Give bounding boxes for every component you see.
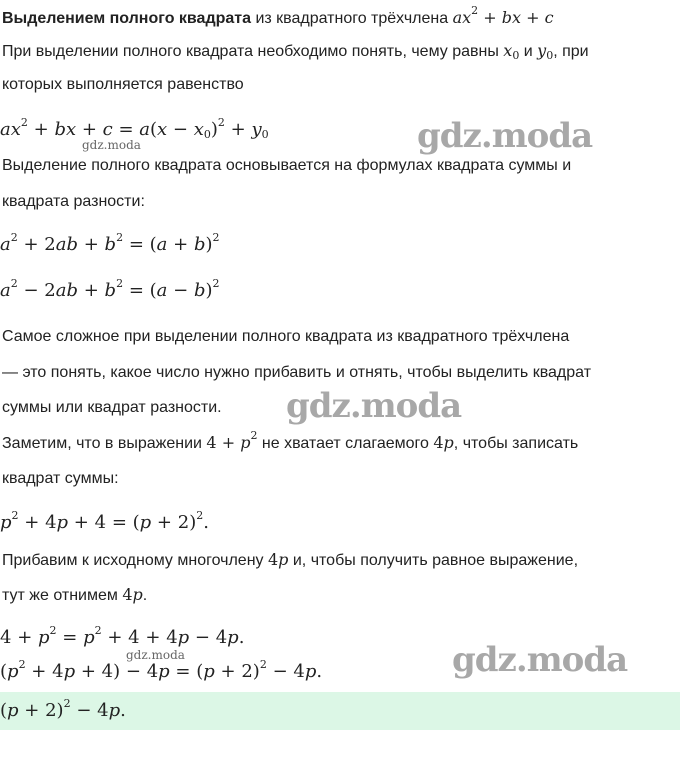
hard-line-2: — это понять, какое число нужно прибавить и отнять, чтобы выделить квадрат xyxy=(2,364,592,381)
step-1-formula: $4 + p^2 = p^2 + 4 + 4p - 4p$. xyxy=(0,624,245,648)
expr-4p: 4p xyxy=(433,433,454,452)
vertex-form-formula: $ax^2$ + bx + $c = a(x - x_0)^2 + y_0$ xyxy=(0,116,269,141)
add-text-2: и, чтобы получить равное выражение, xyxy=(288,552,579,569)
intro-bold: Выделением полного квадрата xyxy=(2,10,251,27)
watermark-small: gdz.moda xyxy=(82,138,141,152)
notice-line xyxy=(2,429,579,454)
notice-text-2: не хватает слагаемого xyxy=(257,435,434,452)
question-line xyxy=(2,41,589,62)
hard-line-3: суммы или квадрат разности. xyxy=(2,399,222,416)
intro-line xyxy=(2,4,554,29)
watermark: gdz.moda xyxy=(417,116,593,156)
equality-intro: которых выполняется равенство xyxy=(2,76,244,93)
subtract-dot: . xyxy=(142,587,148,604)
subtract-text: тут же отнимем xyxy=(2,587,123,604)
difference-square-formula: $a^2 - 2ab + b^2 = (a - b)^2$ xyxy=(0,277,220,301)
expr-4p-add: 4p xyxy=(267,550,289,569)
add-line xyxy=(2,550,578,571)
basis-line: Выделение полного квадрата основывается на формулах квадрата суммы и xyxy=(2,157,572,174)
intro-text: из квадратного трёхчлена xyxy=(251,10,453,27)
add-text: Прибавим к исходному многочлену xyxy=(2,552,268,569)
expr-4-plus-p2: $4 + p^2$ xyxy=(206,429,258,452)
watermark: gdz.moda xyxy=(452,640,628,680)
and-text: и xyxy=(519,43,538,60)
trinomial-formula: $ax^2$ + bx + c xyxy=(452,4,554,27)
watermark: gdz.moda xyxy=(286,386,462,426)
square-formula-p: $p^2 + 4p + 4 = (p + 2)^2$. xyxy=(0,509,209,533)
y0-symbol: $y_0$ xyxy=(537,41,554,62)
step-2-formula: $(p^2 + 4p + 4) - 4p = (p + 2)^2 - 4p$. xyxy=(0,658,323,682)
subtract-line xyxy=(2,585,147,606)
sum-square-formula: $a^2 + 2ab + b^2 = (a + b)^2$ xyxy=(0,231,220,255)
notice-text: Заметим, что в выражении xyxy=(2,435,207,452)
basis-line-2: квадрата разности: xyxy=(2,193,145,210)
x0-symbol: $x_0$ xyxy=(503,41,520,62)
question-end: , при xyxy=(553,43,589,60)
expr-4p-sub: 4p xyxy=(122,585,143,604)
question-text: При выделении полного квадрата необходимо понять, чему равны xyxy=(2,43,504,60)
hard-line-1: Самое сложное при выделении полного квадрата из квадратного трёхчлена xyxy=(2,328,570,345)
notice-text-3: , чтобы записать xyxy=(453,435,579,452)
notice-line-2: квадрат суммы: xyxy=(2,470,119,487)
watermark-small: gdz.moda xyxy=(126,648,185,662)
answer-formula: $(p + 2)^2 - 4p$. xyxy=(0,697,126,721)
